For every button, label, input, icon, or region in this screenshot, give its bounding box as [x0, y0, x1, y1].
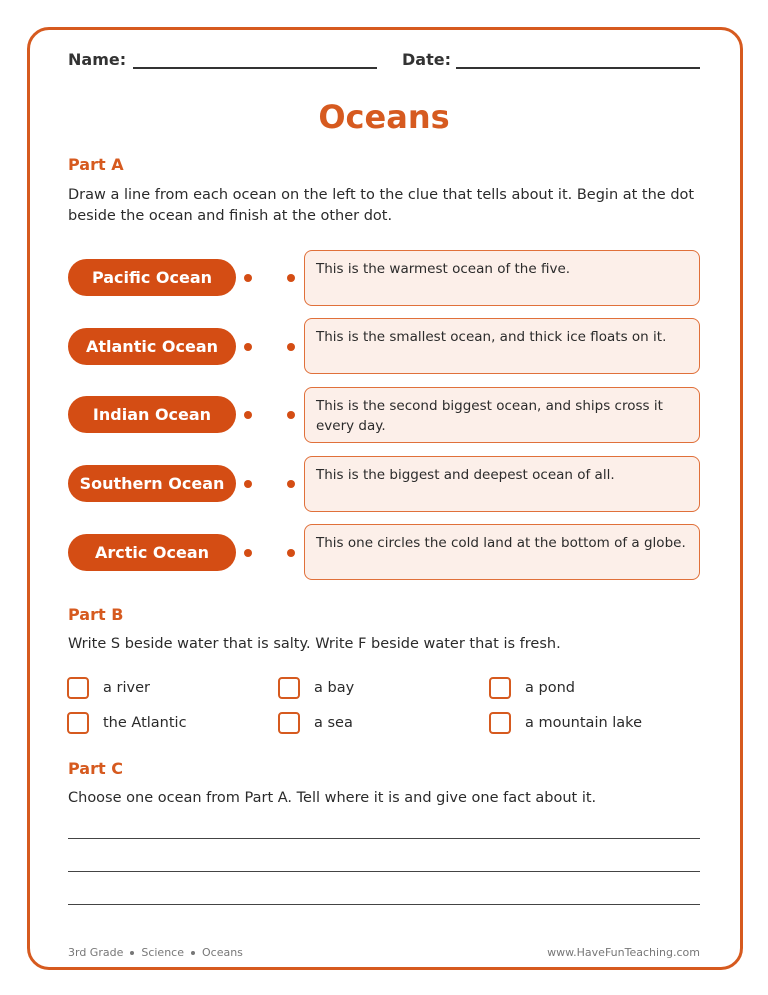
part-a-instructions: Draw a line from each ocean on the left to the clue that tells about it. Begin at the dot beside the ocean and finish at the other dot. [68, 187, 695, 224]
ocean-dot[interactable] [244, 411, 252, 419]
ocean-pill-southern: Southern Ocean [68, 465, 236, 502]
name-field-line[interactable] [133, 67, 377, 69]
water-item-label: a mountain lake [525, 715, 642, 731]
footer-breadcrumb [68, 946, 243, 959]
ocean-pill-atlantic: Atlantic Ocean [68, 328, 236, 365]
clue-dot[interactable] [287, 343, 295, 351]
clue-box: This is the warmest ocean of the five. [304, 250, 700, 306]
water-item [67, 677, 150, 699]
answer-box[interactable] [67, 677, 89, 699]
answer-box[interactable] [278, 712, 300, 734]
water-item-label: a pond [525, 680, 575, 696]
water-item [489, 677, 575, 699]
answer-box[interactable] [67, 712, 89, 734]
footer-grade: 3rd Grade [68, 946, 124, 959]
answer-line[interactable] [68, 904, 700, 905]
answer-box[interactable] [489, 677, 511, 699]
ocean-pill-pacific: Pacific Ocean [68, 259, 236, 296]
part-b-instructions: Write S beside water that is salty. Write F beside water that is fresh. [68, 636, 561, 652]
water-item-label: a bay [314, 680, 355, 696]
clue-box: This is the second biggest ocean, and ships cross it every day. [304, 387, 700, 443]
clue-box: This is the smallest ocean, and thick ice floats on it. [304, 318, 700, 374]
clue-box: This one circles the cold land at the bottom of a globe. [304, 524, 700, 580]
page-title: Oceans [318, 98, 450, 136]
clue-dot[interactable] [287, 411, 295, 419]
part-a-heading: Part A [68, 155, 124, 174]
water-item [489, 712, 642, 734]
ocean-dot[interactable] [244, 274, 252, 282]
ocean-pill-arctic: Arctic Ocean [68, 534, 236, 571]
bullet-separator [130, 951, 134, 955]
date-field-line[interactable] [456, 67, 700, 69]
part-c-heading: Part C [68, 759, 123, 778]
water-item-label: a river [103, 680, 150, 696]
name-label: Name: [68, 50, 127, 69]
date-label: Date: [402, 50, 451, 69]
ocean-dot[interactable] [244, 343, 252, 351]
footer-website: www.HaveFunTeaching.com [547, 946, 700, 959]
water-item [278, 677, 354, 699]
answer-line[interactable] [68, 871, 700, 872]
ocean-dot[interactable] [244, 549, 252, 557]
water-item [278, 712, 353, 734]
ocean-dot[interactable] [244, 480, 252, 488]
footer-subject: Science [141, 946, 184, 959]
clue-dot[interactable] [287, 274, 295, 282]
answer-line[interactable] [68, 838, 700, 839]
clue-dot[interactable] [287, 480, 295, 488]
water-item-label: a sea [314, 715, 353, 731]
part-c-instructions: Choose one ocean from Part A. Tell where it is and give one fact about it. [68, 790, 597, 806]
answer-box[interactable] [278, 677, 300, 699]
footer-topic: Oceans [202, 946, 243, 959]
answer-box[interactable] [489, 712, 511, 734]
clue-box: This is the biggest and deepest ocean of all. [304, 456, 700, 512]
part-b-heading: Part B [68, 605, 124, 624]
ocean-pill-indian: Indian Ocean [68, 396, 236, 433]
water-item [67, 712, 187, 734]
water-item-label: the Atlantic [103, 715, 187, 731]
clue-dot[interactable] [287, 549, 295, 557]
bullet-separator [191, 951, 195, 955]
